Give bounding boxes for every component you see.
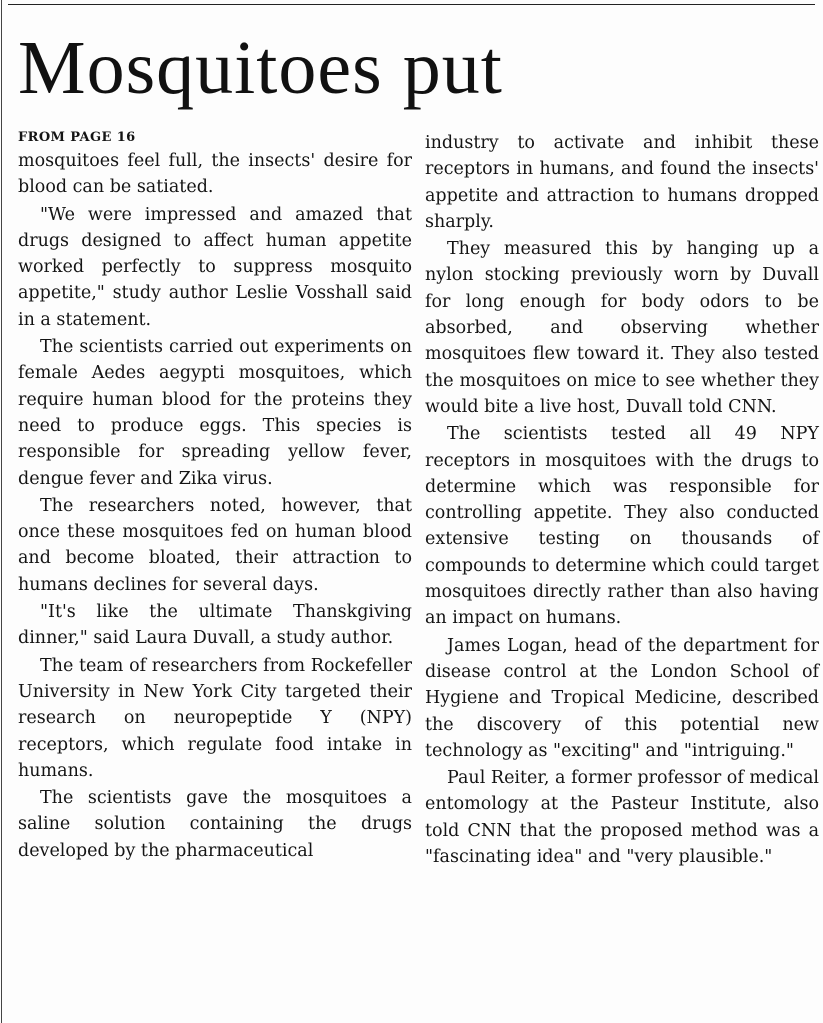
left-rule [1,0,2,1023]
jump-line: FROM PAGE 16 [18,130,136,145]
paragraph: The team of researchers from Rockefeller University in New York City targeted their research on neuropeptide Y (NPY) receptors, which regulate food intake in humans. [18,655,412,781]
paragraph: industry to activate and inhibit these receptors in humans, and found the insects' appetite and attraction to humans dropped sharply. [425,133,819,232]
headline: Mosquitoes put [18,26,503,110]
paragraph: The scientists carried out experiments on female Aedes aegypti mosquitoes, which require human blood for the proteins they need to produce eggs. This species is responsible for spreading yellow fever, dengue fever and Zika virus. [18,337,412,489]
top-rule [8,4,815,5]
paragraph: mosquitoes feel full, the insects' desire for blood can be satiated. [18,151,412,198]
paragraph: "We were impressed and amazed that drugs designed to affect human appetite worked perfectly to suppress mosquito appetite," study author Leslie Vosshall said in a statement. [18,204,412,330]
paragraph: James Logan, head of the department for disease control at the London School of Hygiene and Tropical Medicine, described the discovery of this potential new technology as "exciting" and "intriguing." [425,635,819,761]
paragraph: They measured this by hanging up a nylon stocking previously worn by Duvall for long enough for body odors to be absorbed, and observing whether mosquitoes flew toward it. They also tested the mosquitoes on mice to see whether they would bite a live host, Duvall told CNN. [425,239,819,417]
paragraph: Paul Reiter, a former professor of medical entomology at the Pasteur Institute, also told CNN that the proposed method was a "fascinating idea" and "very plausible." [425,768,819,868]
paragraph: The scientists gave the mosquitoes a saline solution containing the drugs developed by the pharmaceutical [18,788,412,861]
article-column-left [18,128,412,864]
paragraph: "It's like the ultimate Thanskgiving dinner," said Laura Duvall, a study author. [18,602,412,649]
paragraph: The researchers noted, however, that once these mosquitoes fed on human blood and become bloated, their attraction to humans declines for several days. [18,495,412,595]
article-column-right [425,130,819,870]
paragraph: The scientists tested all 49 NPY receptors in mosquitoes with the drugs to determine which was responsible for controlling appetite. They also conducted extensive testing on thousands of compounds to determine which could target mosquitoes directly rather than also having an impact on humans. [425,424,819,629]
